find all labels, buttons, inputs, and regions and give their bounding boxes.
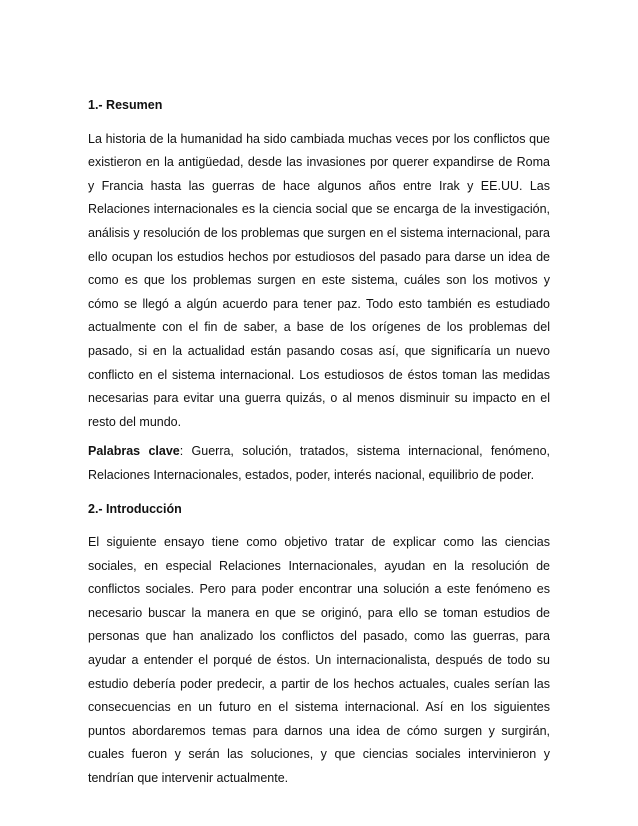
- keywords-text: : Guerra, solución, tratados, sistema internacional, fenómeno, Relaciones Internacionales, estados, poder, interés nacional, equilibrio de poder.: [88, 444, 551, 482]
- section-heading-resumen: 1.- Resumen: [88, 98, 163, 112]
- paragraph-introduccion: El siguiente ensayo tiene como objetivo tratar de explicar como las ciencias sociales, en especial Relaciones Internacionales, ayudan en la resolución de conflictos sociales. Pero para poder encontrar una solución a este fenómeno es necesario buscar la manera en que se originó, para ello se toman estudios de personas que han analizado los conflictos del pasado, como las guerras, para ayudar a entender el porqué de éstos. Un internacionalista, después de todo su estudio debería poder predecir, a partir de los hechos actuales, cuales serían las consecuencias en un futuro en el sistema internacional. Así en los siguientes puntos abordaremos temas para darnos una idea de cómo surgen y surgirán, cuales fueron y serán las soluciones, y que ciencias sociales intervinieron y tendrían que intervenir actualmente.: [88, 535, 550, 786]
- section-heading-introduccion: 2.- Introducción: [88, 501, 182, 516]
- document-page: [88, 94, 550, 797]
- keywords-label: Palabras clave: [88, 444, 180, 459]
- paragraph-resumen: La historia de la humanidad ha sido cambiada muchas veces por los conflictos que existieron en la antigüedad, desde las invasiones por querer expandirse de Roma y Francia hasta las guerras de hace algunos años entre Irak y EE.UU. Las Relaciones internacionales es la ciencia social que se encarga de la investigación, análisis y resolución de los problemas que surgen en el sistema internacional, para ello ocupan los estudios hechos por estudiosos del pasado para darse un idea de como es que los problemas surgen en este sistema, cuáles son los motivos y cómo se llegó a algún acuerdo para tener paz. Todo esto también es estudiado actualmente con el fin de saber, a base de los orígenes de los problemas del pasado, si en la actualidad están pasando cosas así, que significaría un nuevo conflicto en el sistema internacional. Los estudiosos de éstos toman las medidas necesarias para evitar una guerra quizás, o al menos disminuir su impacto en el resto del mundo.: [88, 131, 550, 429]
- keywords-paragraph: [88, 440, 550, 487]
